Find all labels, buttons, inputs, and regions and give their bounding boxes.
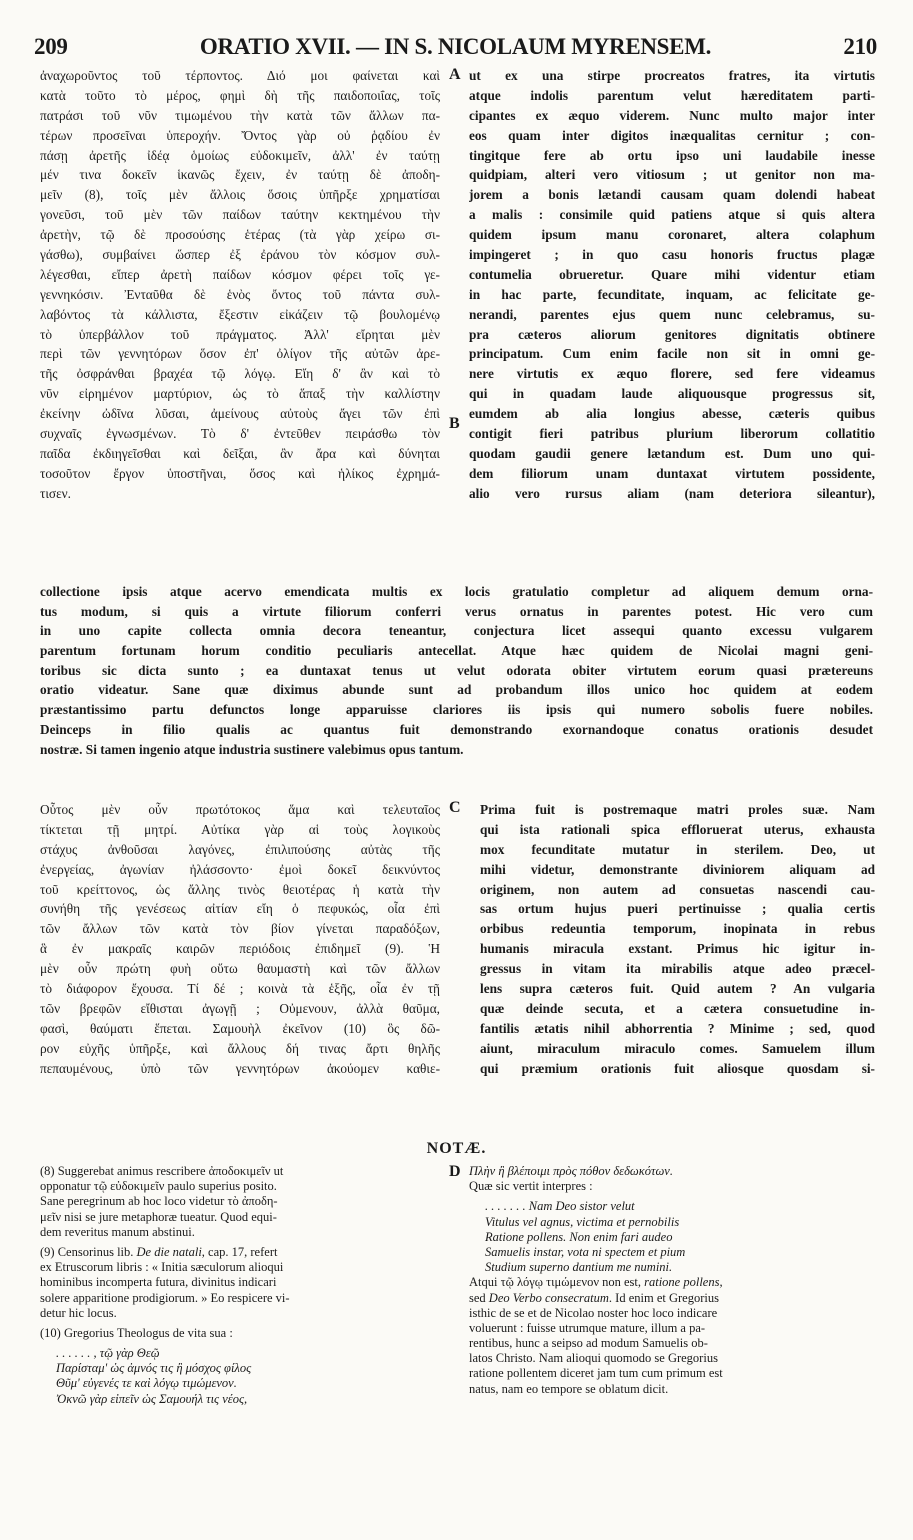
- text-line: originem, non autem ad consuetas nascendi cau-: [480, 881, 875, 897]
- text-line: eos quam inter digitos inæqualitas cernitur ; con-: [469, 127, 875, 143]
- text-line: τέρων προσεῖναι ὑπεροχήν. Ὄντος γὰρ οὐ ῥᾳδίου ἐν: [40, 127, 440, 143]
- notes-left-column: [40, 1164, 450, 1407]
- text-line: qui præmium orationis fuit aliosque quosdam si-: [480, 1060, 875, 1076]
- text-line: principatum. Cum enim facile non sit in omni ge-: [469, 346, 875, 362]
- text-line: Ὀκνῶ γὰρ εἰπεῖν ὡς Σαμουήλ τις νέος,: [56, 1391, 248, 1406]
- text-line: τοσοῦτον ἔργον ὑποστῆναι, ὅσος καὶ ἡλίκος ἐχρημά-: [40, 465, 440, 481]
- text-line: impingeret ; in quo casu honoris fructus plagæ: [469, 247, 875, 263]
- text-line: ἐνεργείας, ἀγωνίαν ἠλάσσοντο· ἐμοὶ δοκεῖ δεικνύντος: [40, 861, 440, 877]
- text-line: τὸ ὑπερβάλλον τοῦ πράγματος. Ἀλλ' εἴρηται μὲν: [40, 326, 440, 342]
- notes-right-column: [469, 1164, 879, 1397]
- text-line: dem reveritus manum abstinui.: [40, 1224, 195, 1239]
- text-line: τῶν ἄλλων τῶν κατὰ τὸν βίον γίνεται παραδόξων,: [40, 921, 440, 937]
- text-line: isthic de se et de Nicolao noster hoc loco indicare: [469, 1305, 718, 1320]
- page-number-left: 209: [34, 34, 68, 59]
- page-number-right: 210: [843, 34, 877, 59]
- text-line: Deinceps in filio qualis ac quantus fuit demonstrando exornandoque conatus orationis desudet: [40, 721, 873, 737]
- text-line: μὲν οὖν πρώτη φυὴ οὕτω θαυμαστὴ καὶ τῶν ἄλλων: [40, 961, 440, 977]
- latin-full-width-paragraph: [40, 582, 873, 759]
- text-line: tingitque fere ab ortu ipso uni laudabile inesse: [469, 147, 875, 163]
- section-marker-d: D: [449, 1163, 461, 1180]
- text-line: opponatur τῷ εὐδοκιμεῖν paulo superius posito.: [40, 1179, 277, 1194]
- text-line: Παρίσταμ' ὡς ἀμνός τις ἢ μόσχος φίλος: [56, 1361, 252, 1376]
- text-line: περὶ τῶν γεννητόρων ὅσον ἐπ' ὀλίγον τῆς αὐτῶν ἀρε-: [40, 346, 440, 362]
- page-header: [34, 34, 877, 64]
- text-line: in uno capite collecta omnia decora teneantur, conjectura licet assequi quanto excessu vulgarem: [40, 623, 873, 639]
- text-line: lens supra cæteros fuit. Quid autem ? An vulgaria: [480, 981, 875, 997]
- text-line: a malis : consimile quid patiens atque si quis altera: [469, 207, 875, 223]
- text-line: τίκτεται τῇ μητρί. Αὐτίκα γὰρ αἱ τοὺς λογικοὺς: [40, 821, 440, 837]
- text-line: στάχυς ἀνθοῦσαι λαγόνες, ἐπιλιπούσης αὐτὰς τῆς: [40, 841, 440, 857]
- commentary-rest: [469, 1306, 879, 1397]
- text-line: tus modum, si quis a virtute filiorum conferri verus ornatus in parentes potest. Hic vero cum: [40, 603, 873, 619]
- text-line: κατὰ τοῦτο τὸ μέρος, φημὶ δὴ τῆς παιδοποιΐας, τοῖς: [40, 87, 440, 103]
- text-line: νῦν εἰρημένον μαρτύριον, ὡς τὸ ἅπαξ τὴν καλλίστην: [40, 386, 440, 402]
- text-line: nere virtutis ex æquo florere, sed fere videamus: [469, 366, 875, 382]
- text-line: fantilis ætatis nihil abhorrentia ? Minime ; sed, quod: [480, 1020, 875, 1036]
- commentary-first-line: Atqui τῷ λόγῳ τιμώμενον non est, ratione pollens,: [469, 1275, 723, 1290]
- section-marker-a: A: [449, 66, 461, 83]
- notes-heading: NOTÆ.: [426, 1140, 487, 1157]
- text-line: γεννηκόσιν. Ἐνταῦθα δὲ ἑνὸς ὄντος τοῦ πάντα συλ-: [40, 286, 440, 302]
- text-line: gressus in vitam ita mirabilis atque adeo præcel-: [480, 961, 875, 977]
- text-line: toribus sic dicta sunto ; ea duntaxat tenus ut velut odorata obiter virtutem eorum quasi prætereuns: [40, 662, 873, 678]
- text-line: humanis miracula exstant. Primus hic igitur in-: [480, 941, 875, 957]
- text-line: Sane peregrinum ab hoc loco videtur τὸ ἀποδη-: [40, 1194, 278, 1209]
- text-line: jorem a bonis lætandi causam quam dolendi habeat: [469, 187, 875, 203]
- text-line: Samuelis instar, vota ni spectem et pium: [485, 1244, 686, 1259]
- text-line: ἀναχωροῦντος τοῦ τέρποντος. Διό μοι φαίνεται καὶ: [40, 68, 440, 83]
- text-line: qui ista rationali spica effloruerat uterus, exhausta: [480, 821, 875, 837]
- text-line: atque indolis parentum velut hæreditatem parti-: [469, 87, 875, 103]
- text-line: nerandi, parentes ejus quem nunc celebramus, su-: [469, 306, 875, 322]
- text-line: in hac parte, fecunditate, inquam, ac felicitate ge-: [469, 286, 875, 302]
- section-marker-b: B: [449, 415, 460, 432]
- text-line: Θῦμ' εὐγενές τε καὶ λόγῳ τιμώμενον.: [56, 1376, 237, 1391]
- note-9: [40, 1260, 450, 1321]
- text-line: quodam gaudii genere lætandum est. Dum uno qui-: [469, 445, 875, 461]
- text-line: ἐκείνην ὠδῖνα λῦσαι, ἀμείνους αὐτοὺς ἄγει τῶν ἐπὶ: [40, 406, 440, 422]
- text-line: natus, nam eo tempore se oblatum dicit.: [469, 1381, 669, 1396]
- text-line: sas ortum hujus pueri pertinuisse ; qualia certis: [480, 901, 875, 917]
- text-line: γονεῦσι, τοῦ μὲν τῶν παίδων ταύτην κεκτημένου τὴν: [40, 207, 440, 223]
- text-line: quæ deinde secuta, et a cætera consuetudine in-: [480, 1000, 875, 1016]
- text-line: solere apparitione prodigiorum. » Eo respicere vi-: [40, 1290, 290, 1305]
- text-line: cipantes ex æquo viderem. Nunc multo major inter: [469, 107, 875, 123]
- text-line: contumelia obrueretur. Quare mihi videntur etiam: [469, 266, 875, 282]
- text-line: Οὗτος μὲν οὖν πρωτότοκος ἅμα καὶ τελευταῖος: [40, 802, 440, 817]
- text-line: oratio videatur. Sane quæ diximus abunde sunt ad probandum illos unico hoc quidem at eodem: [40, 682, 873, 698]
- text-line: Vitulus vel agnus, victima et pernobilis: [485, 1214, 680, 1229]
- note-9-first-line: (9) Censorinus lib. De die natali, cap. 17, refert: [40, 1244, 278, 1259]
- text-line: τῆς ὀσφράνθαι βραχέα τῷ λόγῳ. Εἴη δ' ἂν καὶ τὸ: [40, 366, 440, 382]
- section-marker-c: C: [449, 799, 461, 816]
- text-line: πεπαυμένους, ὑπὸ τῶν γεννητόρων ἀκούομεν καθιε-: [40, 1060, 440, 1076]
- text-line: præstantissimo partu defunctos longe apparuisse clariores iis ipsis qui numero sobolis fuere nobiles.: [40, 702, 873, 718]
- text-line: . . . . . . , τῷ γὰρ Θεῷ: [56, 1346, 160, 1361]
- text-line: voluerunt : fuisse utrumque mature, illum a pa-: [469, 1320, 706, 1335]
- text-line: orbibus redeuntia temporum, inopinata in rebus: [480, 921, 875, 937]
- latin-column-middle: [480, 800, 875, 1090]
- latin-column-top: [469, 66, 875, 516]
- text-line: μέν τινα δοκεῖν ἱκανῶς ἔχειν, ἐν ταύτῃ δὲ ἀποδη-: [40, 167, 440, 183]
- greek-column-top: [40, 66, 440, 516]
- text-line: mox fecunditate mutatur in sterilem. Deo, ut: [480, 841, 875, 857]
- text-line: parentum fortunam horum conditio peculiaris antecellat. Atque hæc quidem de Nicolai magni geni-: [40, 643, 873, 659]
- text-line: τὸ διάφορον ἔχουσα. Τί δέ ; κοινὰ τὰ ἑξῆς, οἷα ἐν τῇ: [40, 981, 440, 997]
- text-line: φασὶ, θαύματι ἕπεται. Σαμουὴλ ἐκεῖνον (10) ὃς δῶ-: [40, 1020, 440, 1036]
- text-line: nostræ. Si tamen ingenio atque industria sustinere valebimus opus tantum.: [40, 741, 464, 757]
- text-line: detur hic locus.: [40, 1305, 117, 1320]
- text-line: . . . . . . . Nam Deo sistor velut: [485, 1199, 635, 1214]
- note-10-heading: (10) Gregorius Theologus de vita sua :: [40, 1325, 233, 1340]
- text-line: μεῖν (8), τοῖς μὲν ἄλλοις ὅσοις ὑπῆρξε χρηματίσαι: [40, 187, 440, 203]
- text-line: collectione ipsis atque acervo emendicata multis ex locis gratulatio completur ad aliquem demum orna-: [40, 584, 873, 599]
- text-line: contigit fieri patribus plurium liberorum collatitio: [469, 426, 875, 442]
- translated-verse: [469, 1199, 879, 1275]
- text-line: hominibus incomperta futura, divinitus indicari: [40, 1275, 277, 1290]
- text-line: ratione pollentem diceret jam tum cum primum est: [469, 1366, 723, 1381]
- text-line: τισεν.: [40, 485, 72, 501]
- text-line: ἀρετὴν, τῷ δὲ προσούσης ἑτέρας (τὰ γὰρ χείρω σι-: [40, 227, 440, 243]
- text-line: Studium superno dantium me numini.: [485, 1260, 673, 1275]
- text-line: qui in quadam laude aliquousque progressus sit,: [469, 386, 875, 402]
- text-line: ρον εὐχῆς ὑπῆρξε, καὶ ἄλλους δή τινας ἄρτι θηλῆς: [40, 1040, 440, 1056]
- commentary-second-line: sed Deo Verbo consecratum. Id enim et Gregorius: [469, 1290, 719, 1305]
- text-line: λέγεσθαι, εἴπερ ἀρετὴ παίδων κόσμον φέρει τοῖς γε-: [40, 266, 440, 282]
- text-line: pra cæteros aliorum genitores dignitatis obtinere: [469, 326, 875, 342]
- text-line: ex Etruscorum libris : « Initia sæculorum alioqui: [40, 1260, 284, 1275]
- text-line: συνήθη τῆς γενέσεως αἰτίαν εἴη ὁ πεφυκώς, οἷα ἐπὶ: [40, 901, 440, 917]
- text-line: (8) Suggerebat animus rescribere ἀποδοκιμεῖν ut: [40, 1164, 284, 1178]
- text-line: γάσθω), συμβαίνει ὥσπερ ἐξ ἐράνου τὸν κόσμον συλ-: [40, 247, 440, 263]
- text-line: Prima fuit is postremaque matri proles suæ. Nam: [480, 802, 875, 817]
- text-line: πατράσι τοῦ νῦν τιμωμένου τὴν κατὰ τῶν ἄλλων πα-: [40, 107, 440, 123]
- text-line: quidem ipsum manu coronaret, altera colaphum: [469, 227, 875, 243]
- text-line: alio vero rursus aliam (nam deteriora sileantur),: [469, 485, 875, 501]
- text-line: eumdem ab alia longius abesse, cæteris quibus: [469, 406, 875, 422]
- text-line: πάσῃ ἀρετῆς ἰδέᾳ ὁμοίως εὐδοκιμεῖν, ἀλλ' ἐν ταύτῃ: [40, 147, 440, 163]
- text-line: ἃ ἐν μακραῖς καιρῶν περιόδοις ἐπιδημεῖ (9). Ἡ: [40, 941, 440, 957]
- text-line: latos Christo. Nam alioqui quomodo se Gregorius: [469, 1351, 718, 1366]
- text-line: τῶν βρεφῶν εἴθισται ἀγωγῇ ; Οὐμενουν, ἀλλὰ θαῦμα,: [40, 1000, 440, 1016]
- text-line: λαβόντος τὰ κάλλιστα, ἔξεστιν εἰκάζειν τῷ βουλομένῳ: [40, 306, 440, 322]
- greek-column-middle: [40, 800, 440, 1090]
- text-line: παῖδα ἐκδιηγεῖσθαι καὶ δεῖξαι, ἂν ἄρα καὶ δύνηται: [40, 445, 440, 461]
- text-line: μεῖν nisi se jure metaphoræ tueatur. Quod equi-: [40, 1209, 277, 1224]
- text-line: rentibus, hunc a seipso ad modum Samuelis ob-: [469, 1336, 708, 1351]
- verse-head: Πλὴν ἢ βλέποιμι πρὸς πόθον δεδωκότων.: [469, 1164, 673, 1178]
- text-line: aiunt, miraculum miraculo comes. Samuelem illum: [480, 1040, 875, 1056]
- text-line: τοῦ κρείττονος, ὡς ἄλλης τινὸς θειοτέρας ἡ κατὰ τὴν: [40, 881, 440, 897]
- note-8: [40, 1164, 450, 1240]
- text-line: ut ex una stirpe procreatos fratres, ita virtutis: [469, 68, 875, 83]
- translator-intro: Quæ sic vertit interpres :: [469, 1179, 593, 1194]
- text-line: Ratione pollens. Non enim fari audeo: [485, 1229, 673, 1244]
- text-line: συχναῖς ἐγνωσμένων. Τὸ δ' ἐντεῦθεν πειράσθω τὸν: [40, 426, 440, 442]
- text-line: mihi videtur, demonstrante diviniorem aliquam ad: [480, 861, 875, 877]
- running-title: ORATIO XVII. — IN S. NICOLAUM MYRENSEM.: [199, 34, 712, 59]
- note-10-verse: [40, 1346, 450, 1407]
- text-line: quidpiam, alteri vero vitiosum ; ut genitor non ma-: [469, 167, 875, 183]
- text-line: dem filiorum unam duntaxat virtutem possidente,: [469, 465, 875, 481]
